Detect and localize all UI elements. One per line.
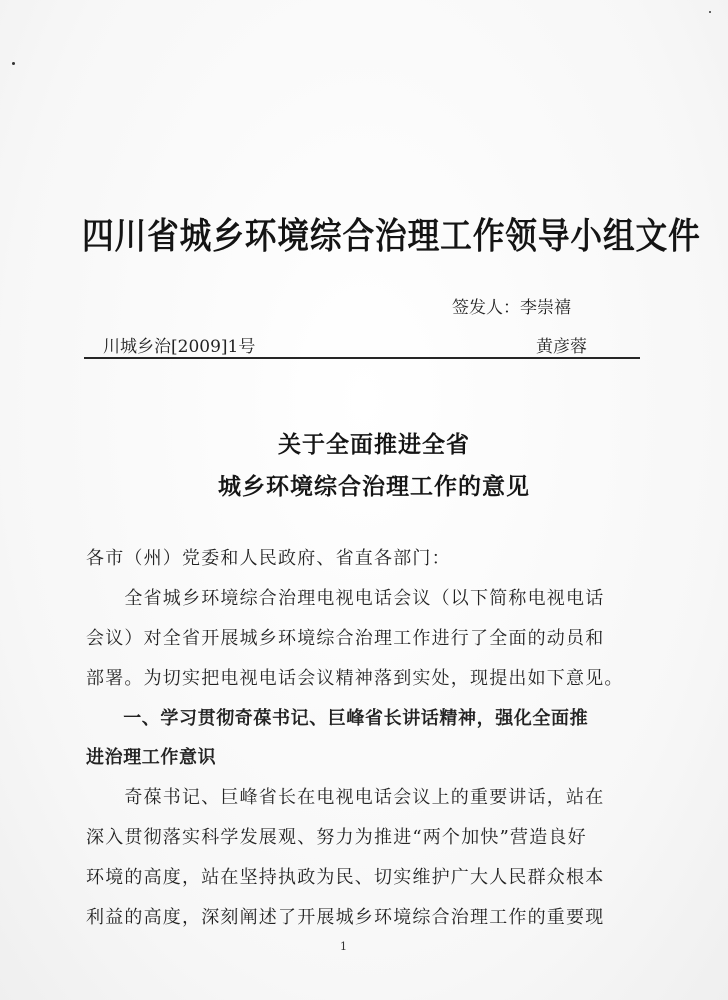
document-title: 四川省城乡环境综合治理工作领导小组文件 xyxy=(82,215,701,257)
scan-speck xyxy=(709,11,711,13)
section-heading-line: 一、学习贯彻奇葆书记、巨峰省长讲话精神，强化全面推 xyxy=(86,708,589,729)
heading-line-2: 城乡环境综合治理工作的意见 xyxy=(218,473,530,500)
body-line: 深入贯彻落实科学发展观、努力为推进“两个加快”营造良好 xyxy=(86,827,587,848)
header-divider xyxy=(84,357,640,359)
heading-line-1: 关于全面推进全省 xyxy=(278,431,470,458)
document-number: 川城乡治[2009]1号 xyxy=(103,337,256,357)
body-line: 利益的高度，深刻阐述了开展城乡环境综合治理工作的重要现 xyxy=(86,907,605,928)
page-number: 1 xyxy=(340,940,347,953)
body-line: 会议）对全省开展城乡环境综合治理工作进行了全面的动员和 xyxy=(86,628,605,649)
signer-label: 签发人：李崇禧 xyxy=(452,298,571,318)
body-line: 环境的高度，站在坚持执政为民、切实维护广大人民群众根本 xyxy=(86,867,605,888)
body-line: 奇葆书记、巨峰省长在电视电话会议上的重要讲话，站在 xyxy=(86,787,605,808)
body-line: 各市（州）党委和人民政府、省直各部门： xyxy=(86,548,451,569)
body-line: 部署。为切实把电视电话会议精神落到实处，现提出如下意见。 xyxy=(86,668,624,689)
section-heading-line: 进治理工作意识 xyxy=(86,747,217,768)
signer-name-2: 黄彦蓉 xyxy=(536,337,587,357)
body-line: 全省城乡环境综合治理电视电话会议（以下简称电视电话 xyxy=(86,588,605,609)
scan-speck xyxy=(12,62,15,65)
